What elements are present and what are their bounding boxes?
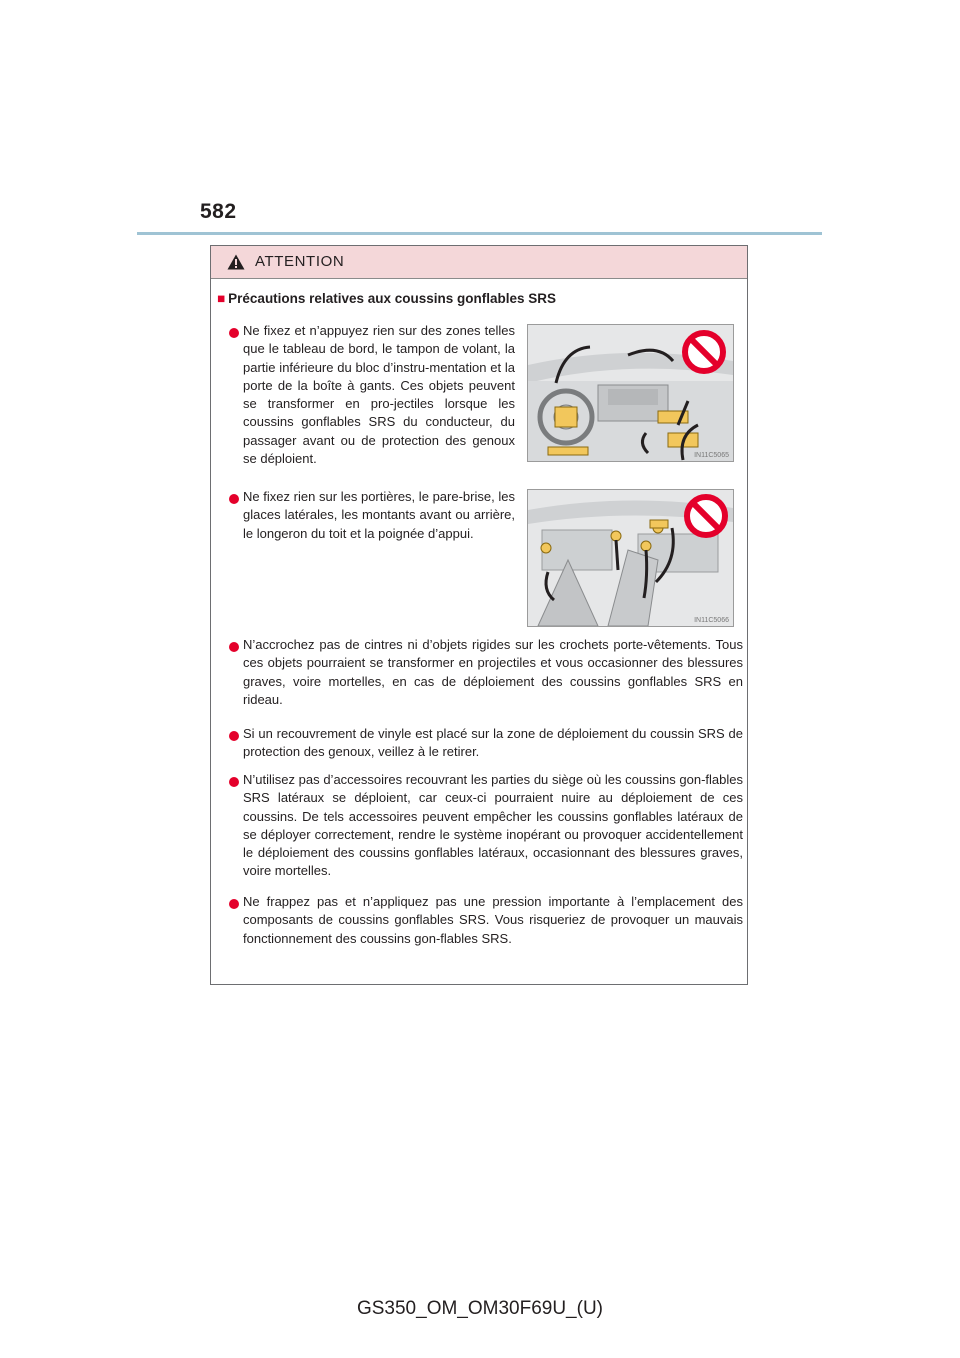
- bullet-text-4: Si un recouvrement de vinyle est placé sur la zone de déploiement du coussin SRS de protection des genoux, veillez à le retirer.: [243, 726, 743, 760]
- footer-code: GS350_OM_OM30F69U_(U): [356, 1298, 604, 1319]
- prohibited-icon: [685, 333, 723, 371]
- bullet-dot: [229, 328, 239, 338]
- interior-illustration: [527, 489, 734, 627]
- bullet-dot: [229, 642, 239, 652]
- prohibited-icon: [687, 497, 725, 535]
- bullet-text-2: Ne fixez rien sur les portières, le pare-brise, les glaces latérales, les montants avant ou arrière, le longeron du toit et la poignée d’appui.: [243, 489, 515, 541]
- bullet-dot: [229, 731, 239, 741]
- warning-header: [211, 246, 747, 279]
- bullet-dot: [229, 494, 239, 504]
- header-rule: [137, 232, 822, 235]
- bullet-text-1: Ne fixez et n’appuyez rien sur des zones telles que le tableau de bord, le tampon de volant, la partie inférieure du bloc d’instru-mentation et la porte de la boîte à gants. Ces objets peuvent se transformer en pro-jectiles lorsque les coussins gonflables SRS du conducteur, du passager avant ou de protection des genoux se déploient.: [243, 323, 515, 467]
- bullet-dot: [229, 777, 239, 787]
- section-heading-text: Précautions relatives aux coussins gonflables SRS: [228, 291, 557, 306]
- warning-box: [210, 245, 748, 985]
- warning-triangle-icon: [227, 254, 245, 270]
- page-number: 582: [200, 200, 237, 223]
- bullet-text-6: Ne frappez pas et n’appliquez pas une pression importante à l’emplacement des composants de coussins gonflables SRS. Vous risqueriez de provoquer un mauvais fonctionnement des coussins gon-flables SRS.: [243, 894, 743, 946]
- section-heading: [217, 291, 556, 306]
- bullet-text-3: N’accrochez pas de cintres ni d’objets rigides sur les crochets porte-vêtements. Tous ces objets pourraient se transformer en projectiles et vous occasionner des blessures graves, voire mortelles, en cas de déploiement des coussins gonflables SRS en rideau.: [243, 637, 743, 707]
- dashboard-illustration: [527, 324, 734, 462]
- section-marker: ■: [217, 291, 226, 306]
- bullet-dot: [229, 899, 239, 909]
- illustration-code-2: IN11C5066: [694, 617, 729, 624]
- warning-title: ATTENTION: [255, 253, 345, 270]
- illustration-code-1: IN11C5065: [694, 452, 729, 459]
- bullet-text-5: N’utilisez pas d’accessoires recouvrant les parties du siège où les coussins gon-flables SRS latéraux se déploient, car ceux-ci pourraient nuire au déploiement de ces coussins. De tels accessoires peuvent empêcher les coussins gonflables latéraux de se déployer correctement, rendre le système inopérant ou provoquer accidentellement le déploiement des coussins gonflables latéraux, occasionnant des blessures graves, voire mortelles.: [243, 772, 743, 879]
